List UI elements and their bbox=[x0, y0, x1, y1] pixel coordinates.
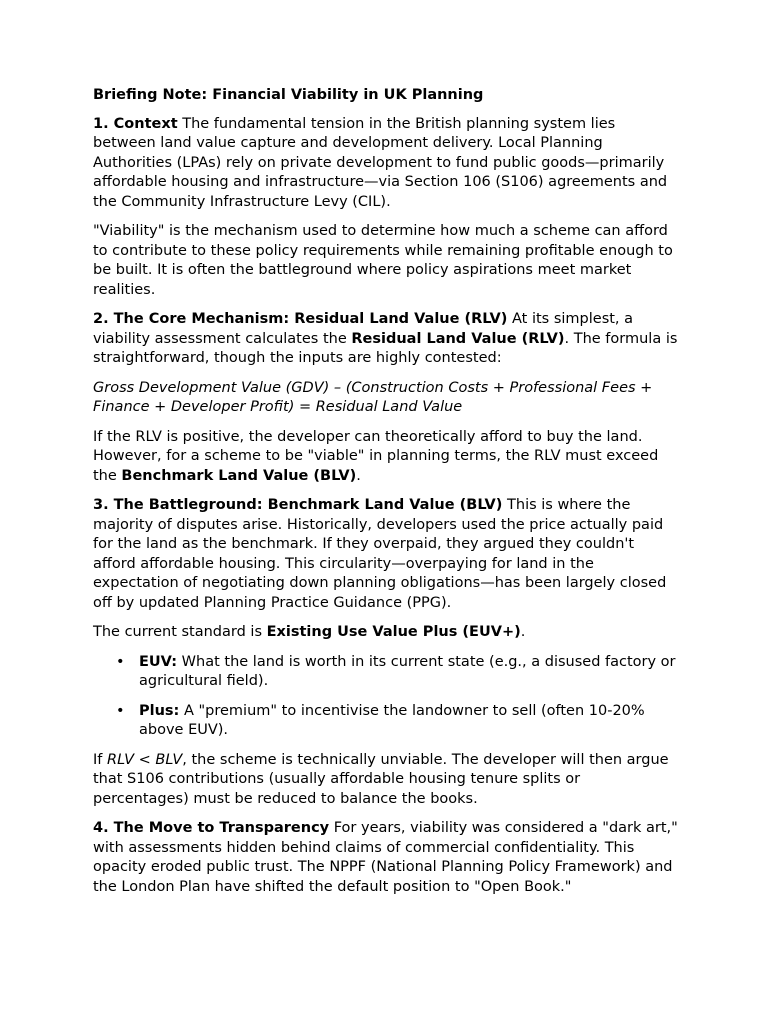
euv-plus-term: Existing Use Value Plus (EUV+) bbox=[266, 624, 521, 640]
bullet-term: EUV: bbox=[139, 653, 178, 670]
bullet-icon: • bbox=[116, 702, 125, 719]
core-mechanism-heading: 2. The Core Mechanism: Residual Land Value (RLV) bbox=[93, 311, 508, 327]
battleground-paragraph bbox=[93, 496, 678, 613]
core-mechanism-text-b: . The formula is straightforward, though the inputs are highly contested: bbox=[93, 330, 678, 366]
bullet-text: A "premium" to incentivise the landowner to sell (often 10-20% above EUV). bbox=[139, 702, 645, 738]
transparency-paragraph bbox=[93, 819, 678, 897]
bullet-icon: • bbox=[116, 653, 125, 670]
document-title: Briefing Note: Financial Viability in UK Planning bbox=[93, 87, 484, 103]
list-item bbox=[116, 702, 678, 741]
context-paragraph bbox=[93, 115, 678, 213]
viability-paragraph: "Viability" is the mechanism used to determine how much a scheme can afford to contribute to these policy requirements while remaining profitable enough to be built. It is often the battleground where policy aspirations meet market realities. bbox=[93, 223, 673, 298]
current-standard-text-a: The current standard is bbox=[93, 624, 267, 640]
battleground-heading: 3. The Battleground: Benchmark Land Value (BLV) bbox=[93, 497, 503, 513]
battleground-text: This is where the majority of disputes arise. Historically, developers used the price actually paid for the land as the benchmark. If they overpaid, they argued they couldn't afford affordable housing. This circularity—overpaying for land in the expectation of negotiating down planning obligations—has been largely closed off by updated Planning Practice Guidance (PPG). bbox=[93, 497, 667, 611]
core-mechanism-text-a: At its simplest, a viability assessment calculates the bbox=[93, 311, 634, 347]
bullet-term: Plus: bbox=[139, 702, 180, 719]
unviable-text-b: , the scheme is technically unviable. The developer will then argue that S106 contributions (usually affordable housing tenure splits or percentages) must be reduced to balance the books. bbox=[93, 751, 669, 807]
context-text: The fundamental tension in the British planning system lies between land value capture and development delivery. Local Planning Authorities (LPAs) rely on private development to fund public goods—primarily affordable housing and infrastructure—via Section 106 (S106) agreements and the Community Infrastructure Levy (CIL). bbox=[93, 115, 668, 210]
rlv-positive-text-b: . bbox=[356, 467, 361, 484]
transparency-text: For years, viability was considered a "dark art," with assessments hidden behind claims of commercial confidentiality. This opacity eroded public trust. The NPPF (National Planning Policy Framework) and the London Plan have shifted the default position to "Open Book." bbox=[93, 820, 678, 895]
list-item bbox=[116, 653, 678, 692]
euv-bullet-list bbox=[93, 653, 678, 741]
bullet-text: What the land is worth in its current state (e.g., a disused factory or agricultural field). bbox=[139, 653, 676, 689]
current-standard-text-b: . bbox=[520, 624, 526, 640]
rlv-positive-text-a: If the RLV is positive, the developer can theoretically afford to buy the land. However, for a scheme to be "viable" in planning terms, the RLV must exceed the bbox=[93, 428, 659, 484]
core-mechanism-paragraph bbox=[93, 310, 678, 369]
blv-term: Benchmark Land Value (BLV) bbox=[121, 467, 357, 484]
rlv-term: Residual Land Value (RLV) bbox=[351, 330, 565, 347]
unviable-paragraph bbox=[93, 751, 678, 810]
rlv-formula: Gross Development Value (GDV) – (Construction Costs + Professional Fees + Finance + Developer Profit) = Residual Land Value bbox=[93, 379, 653, 415]
transparency-heading: 4. The Move to Transparency bbox=[93, 820, 330, 836]
rlv-blv-inequality: RLV < BLV bbox=[107, 751, 183, 768]
rlv-positive-paragraph bbox=[93, 428, 678, 487]
context-heading: 1. Context bbox=[93, 115, 178, 132]
current-standard-paragraph bbox=[93, 623, 678, 643]
unviable-text-a: If bbox=[93, 751, 107, 768]
document-page bbox=[93, 86, 678, 907]
